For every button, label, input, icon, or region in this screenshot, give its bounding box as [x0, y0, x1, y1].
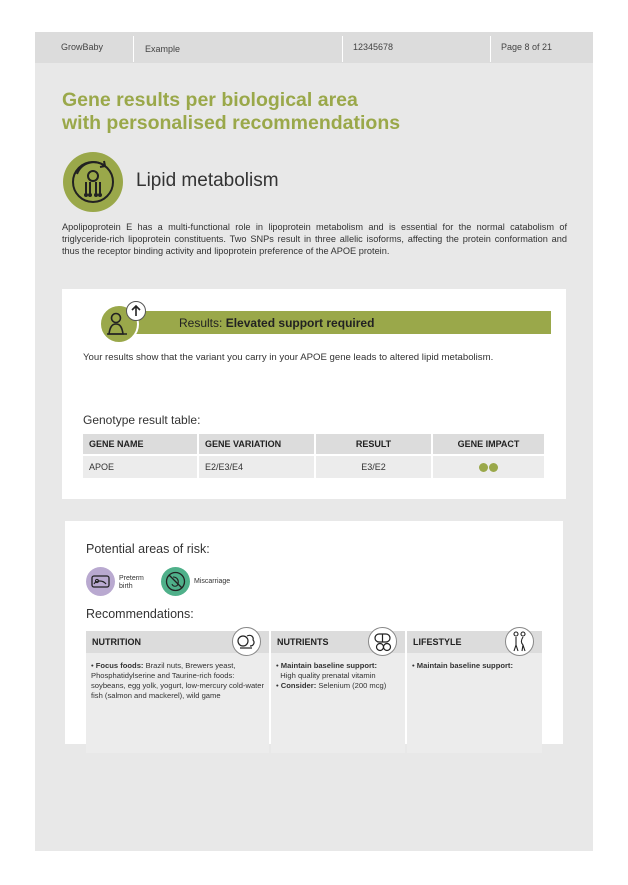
- page-title: Gene results per biological area with personalised recommendations: [62, 89, 401, 134]
- col-gene-variation: GENE VARIATION: [198, 434, 315, 455]
- nutrients-heading: NUTRIENTS: [271, 631, 405, 653]
- lifestyle-column: LIFESTYLE • Maintain baseline support:: [407, 631, 542, 753]
- risk-label: Preterm: [119, 575, 144, 582]
- nutrients-column: NUTRIENTS • Maintain baseline support: High quality prenatal vitamin • Consider: Selenium (200 mcg): [271, 631, 405, 753]
- cell-impact: [432, 455, 545, 478]
- baby-incubator-icon: [86, 567, 115, 596]
- cell-gene: APOE: [83, 455, 198, 478]
- results-description: Your results show that the variant you carry in your APOE gene leads to altered lipid metabolism.: [83, 352, 494, 363]
- results-card: [62, 289, 566, 499]
- pills-icon: [368, 627, 397, 656]
- col-result: RESULT: [315, 434, 432, 455]
- lifestyle-heading: LIFESTYLE: [407, 631, 542, 653]
- page-number: Page 8 of 21: [501, 42, 553, 52]
- recommendations-title: Recommendations:: [86, 607, 194, 621]
- area-title: Lipid metabolism: [136, 170, 279, 191]
- nutrients-text-2: Selenium (200 mcg): [318, 681, 387, 690]
- nutrients-label-2: Consider:: [280, 681, 317, 690]
- impact-dot: [479, 463, 488, 472]
- client-name: Example: [145, 44, 181, 54]
- nutrients-label-1: Maintain baseline support:: [280, 661, 377, 670]
- results-status: Elevated support required: [225, 316, 375, 330]
- col-gene-name: GENE NAME: [83, 434, 198, 455]
- lifestyle-label-1: Maintain baseline support:: [416, 661, 513, 670]
- results-prefix: Results:: [179, 316, 223, 330]
- people-icon: [505, 627, 534, 656]
- nutrition-text: Brazil nuts, Brewers yeast, Phosphatidylserine and Taurine-rich foods: soybeans, egg yolk, yogurt, low-mercury cold-water fish (salmon and mackerel), wild game: [91, 661, 265, 700]
- report-page: [35, 32, 593, 851]
- brand-name: GrowBaby: [61, 42, 104, 52]
- table-row: [83, 455, 545, 478]
- cell-result: E3/E2: [315, 455, 432, 478]
- nutrients-text-1: High quality prenatal vitamin: [280, 671, 376, 680]
- food-icon: [232, 627, 261, 656]
- nutrition-heading: NUTRITION: [86, 631, 269, 653]
- arrow-up-icon: [126, 301, 146, 321]
- page-header: [35, 32, 593, 63]
- cell-variation: E2/E3/E4: [198, 455, 315, 478]
- risks-title: Potential areas of risk:: [86, 542, 210, 556]
- nutrition-column: NUTRITION • Focus foods: Brazil nuts, Brewers yeast, Phosphatidylserine and Taurine-rich foods: soybeans, egg yolk, yogurt, low-mercury cold-water fish (salmon and mackerel), wild game: [86, 631, 269, 753]
- risk-label: birth: [119, 582, 133, 590]
- col-gene-impact: GENE IMPACT: [432, 434, 545, 455]
- impact-dot: [489, 463, 498, 472]
- area-description: Apolipoprotein E has a multi-functional role in lipoprotein metabolism and is essential for the normal catabolism of triglyceride-rich lipoprotein constituents. Two SNPs result in three allelic isoforms, affecting the protein conformation and thus the receptor binding activity and lipoprotein preference of the APOE protein.: [62, 222, 567, 256]
- results-banner: [128, 311, 551, 334]
- nutrition-label: Focus foods:: [95, 661, 144, 670]
- risk-label: Miscarriage: [194, 578, 231, 585]
- impact-dots: [479, 462, 499, 472]
- genotype-table: [83, 434, 546, 478]
- miscarriage-icon: [161, 567, 190, 596]
- lipid-metabolism-icon: [63, 152, 123, 212]
- genotype-table-title: Genotype result table:: [83, 413, 201, 427]
- risks-card: [65, 521, 563, 744]
- report-id: 12345678: [353, 42, 394, 52]
